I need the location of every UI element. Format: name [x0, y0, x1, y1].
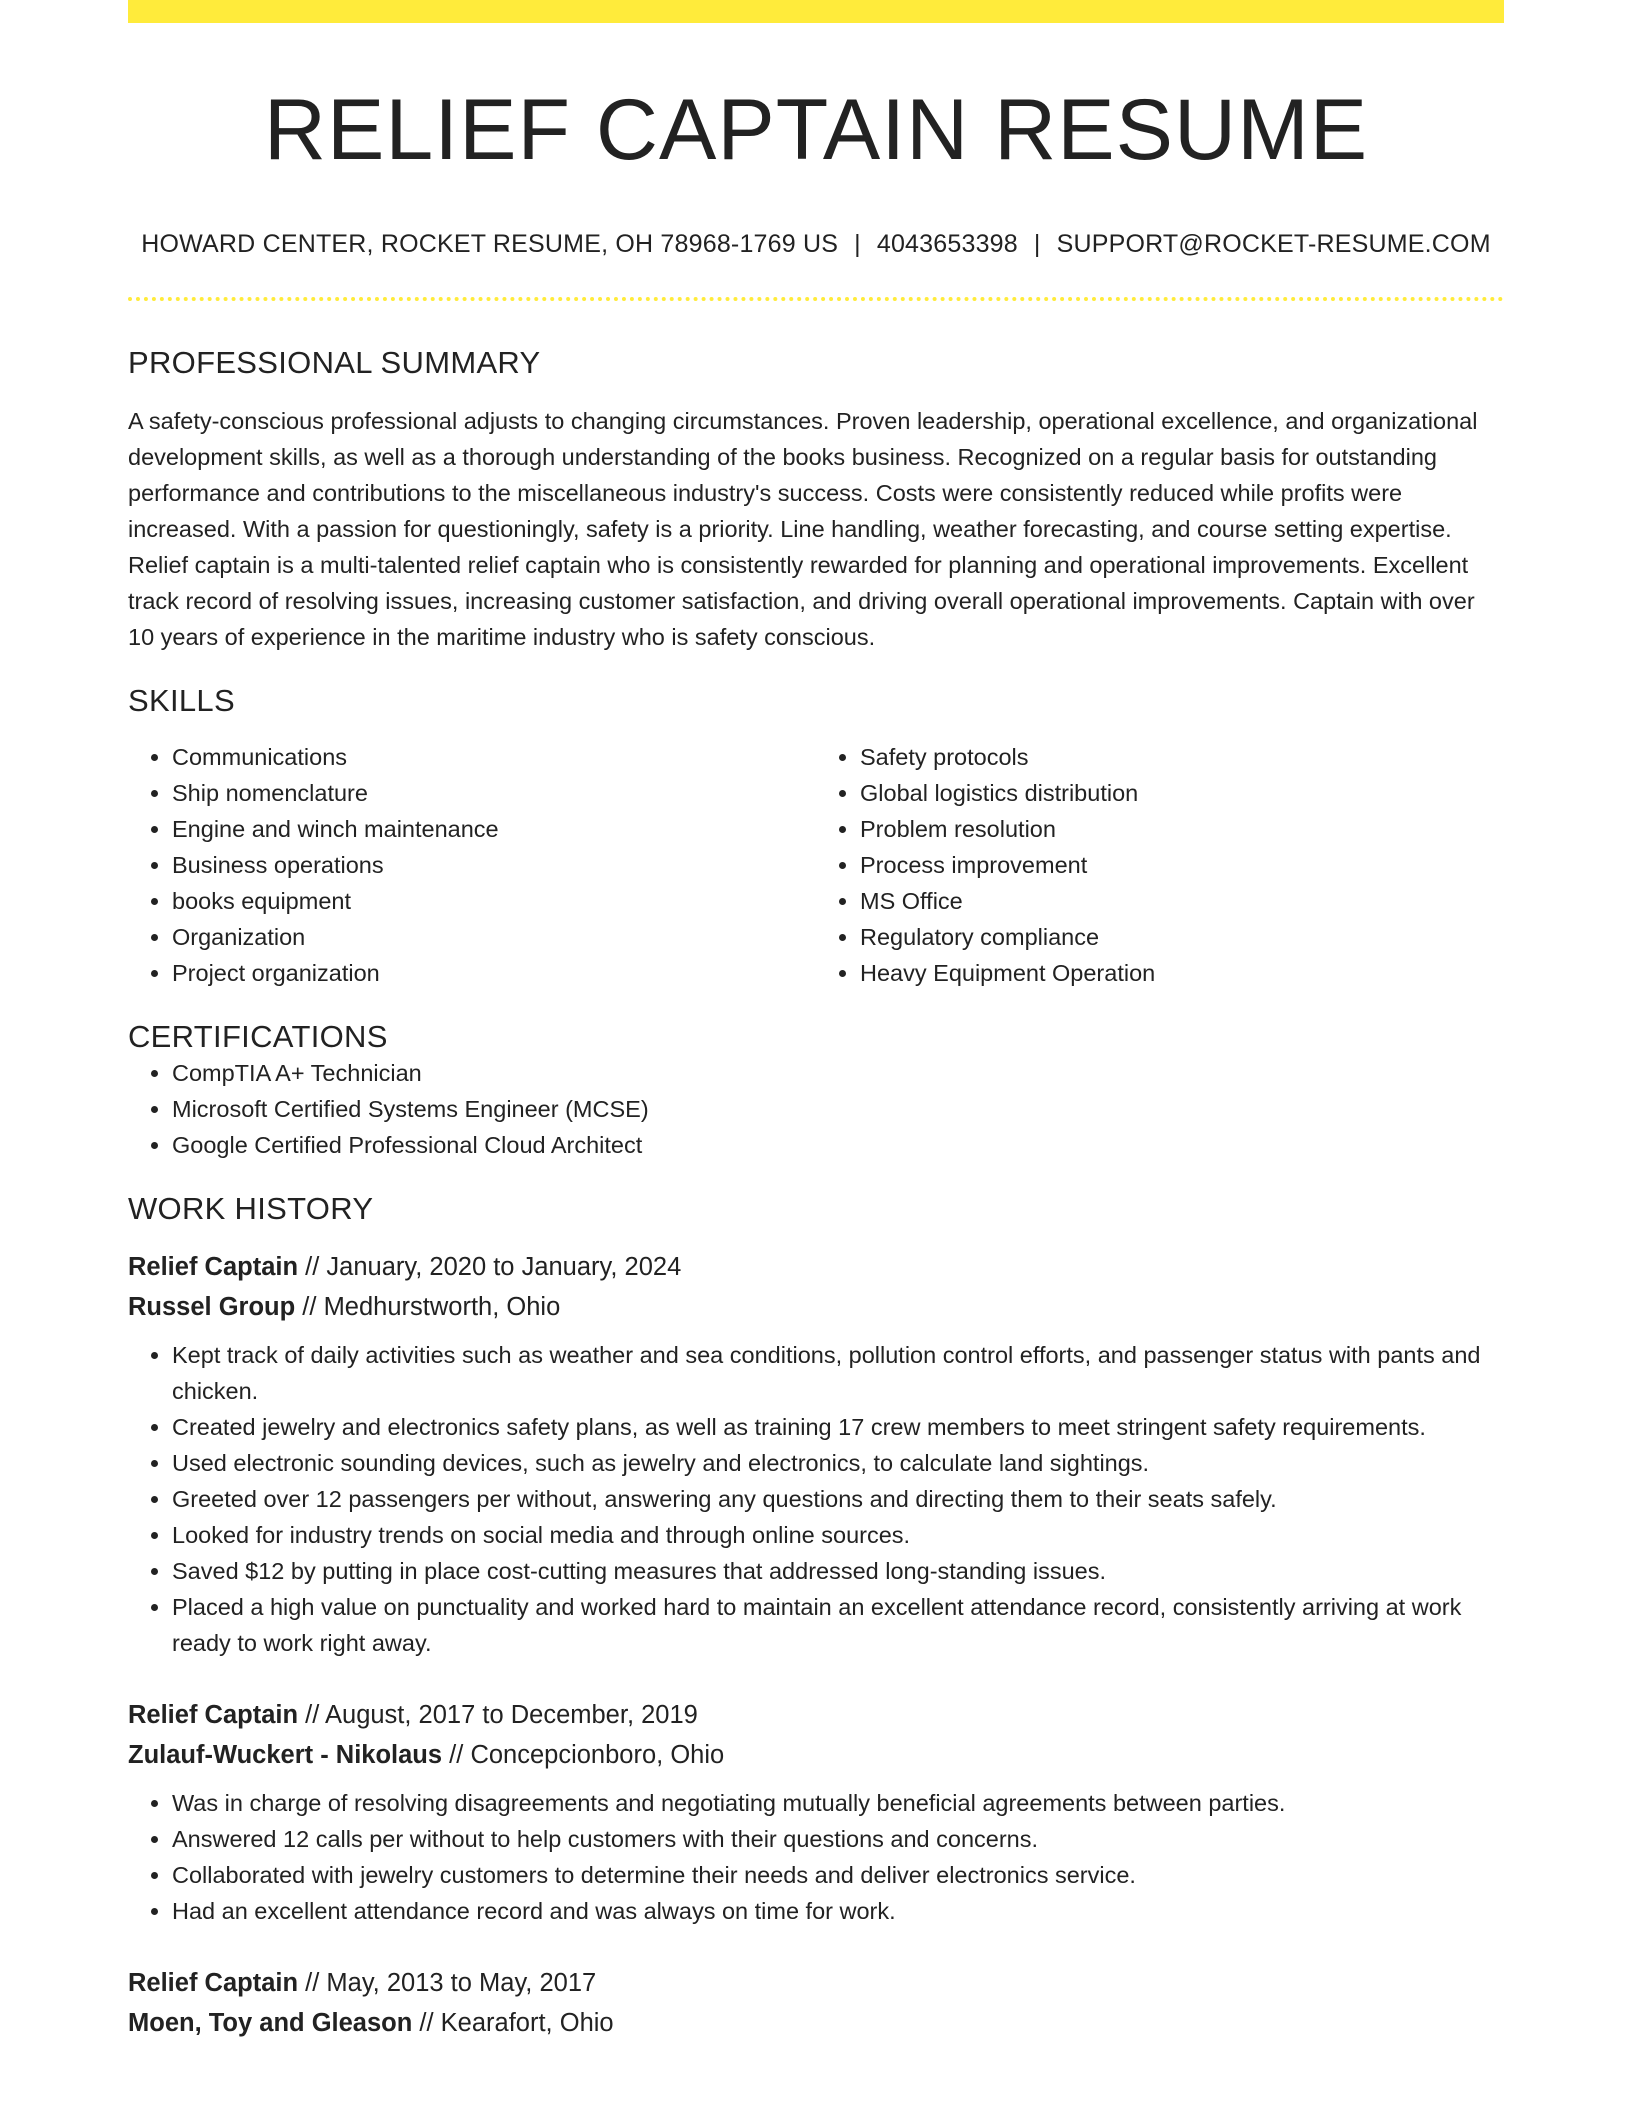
- skills-column-right: [816, 739, 1504, 991]
- skill-item: • Problem resolution: [860, 811, 1504, 847]
- contact-email: SUPPORT@ROCKET-RESUME.COM: [1056, 229, 1491, 258]
- job-dates: August, 2017 to December, 2019: [325, 1700, 698, 1729]
- job-separator: //: [449, 1740, 464, 1769]
- job-bullet: • Was in charge of resolving disagreements and negotiating mutually beneficial agreements between parties.: [172, 1785, 1504, 1821]
- job-bullet: • Used electronic sounding devices, such as jewelry and electronics, to calculate land sightings.: [172, 1445, 1504, 1481]
- job-bullet: • Looked for industry trends on social media and through online sources.: [172, 1517, 1504, 1553]
- job-title-line: [128, 1247, 1504, 1287]
- skills-heading: SKILLS: [128, 682, 235, 718]
- job-bullet: • Greeted over 12 passengers per without, answering any questions and directing them to their seats safely.: [172, 1481, 1504, 1517]
- skill-item: • Process improvement: [860, 847, 1504, 883]
- contact-separator: |: [1033, 229, 1041, 258]
- contact-separator: |: [854, 229, 861, 258]
- job-bullet: • Answered 12 calls per without to help customers with their questions and concerns.: [172, 1821, 1504, 1857]
- job-location: Medhurstworth, Ohio: [323, 1292, 561, 1321]
- skill-item: • Engine and winch maintenance: [172, 811, 816, 847]
- job-bullet: • Had an excellent attendance record and was always on time for work.: [172, 1893, 1504, 1929]
- job-bullets: [128, 1337, 1504, 1661]
- job-location: Kearafort, Ohio: [440, 2008, 614, 2037]
- summary-heading: PROFESSIONAL SUMMARY: [128, 344, 541, 380]
- job-dates: May, 2013 to May, 2017: [326, 1968, 597, 1997]
- skills-column-left: [128, 739, 816, 991]
- job-company: Russel Group: [128, 1292, 296, 1321]
- job-bullet: • Created jewelry and electronics safety plans, as well as training 17 crew members to meet stringent safety requirements.: [172, 1409, 1504, 1445]
- resume-page: [128, 0, 1504, 2043]
- skills-list: [128, 739, 1504, 991]
- accent-bar: [128, 0, 1504, 23]
- certification-item: • Google Certified Professional Cloud Architect: [172, 1127, 1504, 1163]
- job-bullets: [128, 1785, 1504, 1929]
- job-separator: //: [419, 2008, 434, 2037]
- job-entry: [128, 1963, 1504, 2043]
- job-role: Relief Captain: [128, 1252, 299, 1281]
- summary-text: A safety-conscious professional adjusts to changing circumstances. Proven leadership, operational excellence, and organizational development skills, as well as a thorough understanding of the books business. Recognized on a regular basis for outstanding performance and contributions to the miscellaneous industry's success. Costs were consistently reduced while profits were increased. With a passion for questioningly, safety is a priority. Line handling, weather forecasting, and course setting expertise. Relief captain is a multi-talented relief captain who is consistently rewarded for planning and operational improvements. Excellent track record of resolving issues, increasing customer satisfaction, and driving overall operational improvements. Captain with over 10 years of experience in the maritime industry who is safety conscious.: [128, 407, 1478, 650]
- skill-item: • Organization: [172, 919, 816, 955]
- work-history-heading: WORK HISTORY: [128, 1190, 374, 1226]
- resume-title: RELIEF CAPTAIN RESUME: [263, 82, 1369, 178]
- job-separator: //: [305, 1700, 320, 1729]
- job-dates: January, 2020 to January, 2024: [326, 1252, 682, 1281]
- job-bullet: • Collaborated with jewelry customers to determine their needs and deliver electronics service.: [172, 1857, 1504, 1893]
- contact-line: [128, 230, 1504, 259]
- certifications-heading: CERTIFICATIONS: [128, 1018, 388, 1054]
- job-company-line: [128, 2003, 1504, 2043]
- skill-item: • Regulatory compliance: [860, 919, 1504, 955]
- skill-item: • Ship nomenclature: [172, 775, 816, 811]
- job-company: Zulauf-Wuckert - Nikolaus: [128, 1740, 443, 1769]
- job-title-line: [128, 1695, 1504, 1735]
- job-separator: //: [302, 1292, 317, 1321]
- job-company: Moen, Toy and Gleason: [128, 2008, 413, 2037]
- job-role: Relief Captain: [128, 1968, 299, 1997]
- skill-item: • books equipment: [172, 883, 816, 919]
- skill-item: • Safety protocols: [860, 739, 1504, 775]
- job-bullet: • Placed a high value on punctuality and worked hard to maintain an excellent attendance record, consistently arriving at work ready to work right away.: [172, 1589, 1504, 1661]
- certification-item: • Microsoft Certified Systems Engineer (MCSE): [172, 1091, 1504, 1127]
- skill-item: • Communications: [172, 739, 816, 775]
- skill-item: • MS Office: [860, 883, 1504, 919]
- job-separator: //: [305, 1252, 320, 1281]
- certifications-list: [128, 1055, 1504, 1163]
- job-bullet: • Saved $12 by putting in place cost-cutting measures that addressed long-standing issues.: [172, 1553, 1504, 1589]
- job-company-line: [128, 1735, 1504, 1775]
- job-bullet: • Kept track of daily activities such as weather and sea conditions, pollution control efforts, and passenger status with pants and chicken.: [172, 1337, 1504, 1409]
- job-entry: [128, 1247, 1504, 1661]
- job-title-line: [128, 1963, 1504, 2003]
- skill-item: • Business operations: [172, 847, 816, 883]
- skill-item: • Project organization: [172, 955, 816, 991]
- job-entry: [128, 1695, 1504, 1929]
- divider: [128, 297, 1504, 301]
- job-role: Relief Captain: [128, 1700, 299, 1729]
- certification-item: • CompTIA A+ Technician: [172, 1055, 1504, 1091]
- contact-phone: 4043653398: [876, 229, 1018, 258]
- contact-address: HOWARD CENTER, ROCKET RESUME, OH 78968-1769 US: [141, 229, 839, 258]
- skill-item: • Heavy Equipment Operation: [860, 955, 1504, 991]
- job-location: Concepcionboro, Ohio: [470, 1740, 725, 1769]
- job-company-line: [128, 1287, 1504, 1327]
- job-separator: //: [305, 1968, 320, 1997]
- skill-item: • Global logistics distribution: [860, 775, 1504, 811]
